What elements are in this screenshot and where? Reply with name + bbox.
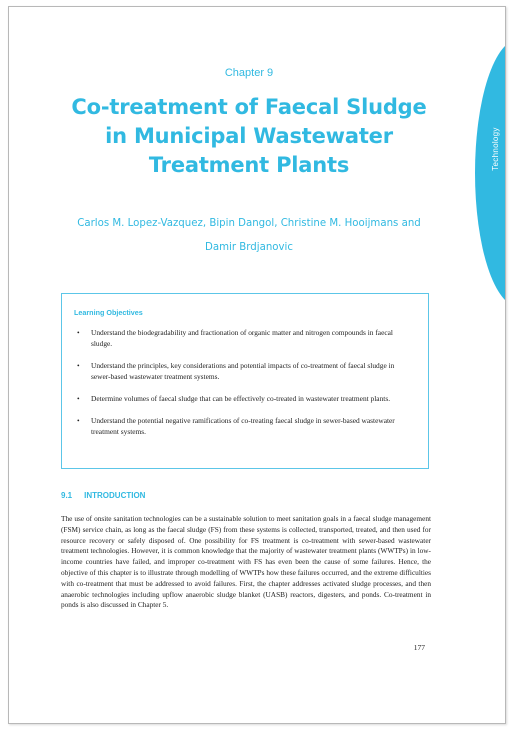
objective-text: Determine volumes of faecal sludge that can be effectively co-treated in wastewater treatment plants. [91, 394, 391, 403]
chapter-number: Chapter 9 [224, 67, 274, 79]
objective-text: Understand the principles, key considerations and potential impacts of co-treatment of faecal sludge in sewer-based wastewater treatment systems. [91, 361, 395, 381]
book-page [8, 6, 506, 724]
bullet-icon: • [77, 416, 80, 425]
learning-objectives-list [74, 327, 414, 437]
authors-line: Carlos M. Lopez-Vazquez, Bipin Dangol, Christine M. Hooijmans and [77, 218, 421, 229]
bullet-icon: • [77, 361, 80, 370]
list-item [74, 415, 414, 437]
bullet-icon: • [77, 328, 80, 337]
chapter-authors [49, 212, 449, 260]
chapter-title-line: in Municipal Wastewater [105, 124, 393, 148]
objective-text: Understand the biodegradability and fractionation of organic matter and nitrogen compounds in faecal sludge. [91, 328, 393, 348]
chapter-title [39, 93, 459, 180]
introduction-paragraph: The use of onsite sanitation technologies can be a sustainable solution to meet sanitation goals in a faecal sludge management (FSM) service chain, as long as the faecal sludge (FS) from these systems is collected, transported, treated, and then used for resource recovery or safely disposed of. One possibility for FS treatment is co-treatment with sewer-based wastewater treatment technologies. However, it is common knowledge that the majority of wastewater treatment plants (WWTPs) in low-income countries have failed, and improper co-treatment with FS has even been the cause of some failures. Hence, the objective of this chapter is to illustrate through modelling of WWTPs how these failures occurred, and the extreme difficulties with co-treatment that must be addressed to avoid failures. First, the chapter addresses activated sludge processes, and then anaerobic technologies including upflow anaerobic sludge blanket (UASB) reactors, digesters, and ponds. Co-treatment in ponds is also discussed in Chapter 5. [61, 514, 431, 610]
bullet-icon: • [77, 394, 80, 403]
learning-objectives-box [61, 293, 429, 469]
list-item [74, 327, 414, 349]
list-item [74, 360, 414, 382]
section-title: INTRODUCTION [84, 491, 146, 500]
section-number: 9.1 [61, 491, 73, 500]
list-item [74, 393, 414, 404]
section-heading [61, 491, 145, 500]
objective-text: Understand the potential negative ramifications of co-treating faecal sludge in sewer-based wastewater treatment systems. [91, 416, 395, 436]
page-number: 177 [413, 643, 425, 652]
authors-line: Damir Brdjanovic [205, 242, 293, 253]
chapter-title-line: Co-treatment of Faecal Sludge [71, 95, 427, 119]
learning-objectives-title: Learning Objectives [74, 308, 143, 317]
side-tab-label: Technology [490, 127, 500, 171]
side-tab [475, 39, 506, 307]
chapter-title-line: Treatment Plants [148, 153, 350, 177]
